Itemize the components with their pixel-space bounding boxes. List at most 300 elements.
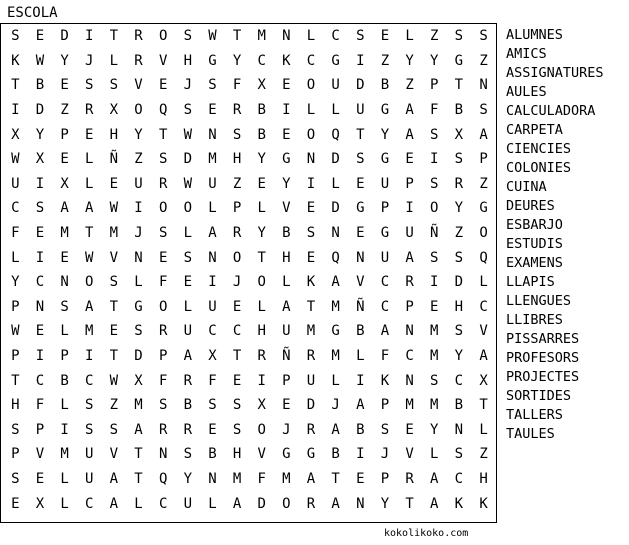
grid-cell[interactable]: G bbox=[479, 200, 488, 217]
grid-cell[interactable]: K bbox=[380, 372, 390, 389]
grid-cell[interactable]: S bbox=[429, 372, 439, 389]
grid-cell[interactable]: C bbox=[454, 372, 464, 389]
grid-cell[interactable]: M bbox=[429, 397, 439, 414]
grid-cell[interactable]: O bbox=[183, 200, 193, 217]
grid-cell[interactable]: W bbox=[85, 249, 94, 266]
grid-cell[interactable]: U bbox=[183, 323, 193, 340]
grid-cell[interactable]: I bbox=[35, 348, 45, 365]
grid-cell[interactable]: S bbox=[183, 446, 193, 463]
grid-cell[interactable]: N bbox=[331, 225, 340, 242]
grid-cell[interactable]: G bbox=[331, 52, 340, 69]
grid-cell[interactable]: P bbox=[60, 348, 69, 365]
grid-cell[interactable]: L bbox=[306, 102, 316, 119]
grid-cell[interactable]: L bbox=[208, 200, 217, 217]
grid-cell[interactable]: D bbox=[60, 28, 69, 45]
grid-cell[interactable]: U bbox=[356, 102, 365, 119]
grid-cell[interactable]: O bbox=[479, 225, 488, 242]
grid-cell[interactable]: E bbox=[232, 298, 242, 315]
grid-cell[interactable]: P bbox=[429, 77, 439, 94]
grid-cell[interactable]: S bbox=[454, 446, 464, 463]
grid-cell[interactable]: A bbox=[380, 323, 390, 340]
grid-cell[interactable]: C bbox=[208, 323, 217, 340]
grid-cell[interactable]: M bbox=[306, 323, 316, 340]
grid-cell[interactable]: B bbox=[35, 77, 45, 94]
grid-cell[interactable]: I bbox=[257, 372, 266, 389]
grid-cell[interactable]: T bbox=[306, 298, 316, 315]
grid-cell[interactable]: C bbox=[479, 298, 488, 315]
grid-cell[interactable]: Y bbox=[380, 495, 390, 512]
grid-cell[interactable]: U bbox=[282, 323, 291, 340]
grid-cell[interactable]: O bbox=[134, 102, 143, 119]
grid-cell[interactable]: S bbox=[454, 28, 464, 45]
grid-cell[interactable]: C bbox=[306, 52, 316, 69]
grid-cell[interactable]: A bbox=[331, 421, 340, 438]
grid-cell[interactable]: O bbox=[257, 274, 266, 291]
grid-cell[interactable]: Z bbox=[479, 446, 488, 463]
grid-cell[interactable]: L bbox=[356, 348, 365, 365]
grid-cell[interactable]: O bbox=[257, 421, 266, 438]
grid-cell[interactable]: I bbox=[405, 200, 414, 217]
grid-cell[interactable]: X bbox=[208, 348, 217, 365]
grid-cell[interactable]: L bbox=[331, 372, 340, 389]
grid-cell[interactable]: E bbox=[380, 28, 390, 45]
grid-cell[interactable]: Z bbox=[429, 28, 439, 45]
grid-cell[interactable]: I bbox=[11, 102, 20, 119]
grid-cell[interactable]: V bbox=[405, 446, 414, 463]
grid-cell[interactable]: F bbox=[158, 372, 168, 389]
grid-cell[interactable]: T bbox=[158, 126, 168, 143]
grid-cell[interactable]: M bbox=[109, 225, 119, 242]
grid-cell[interactable]: P bbox=[479, 151, 488, 168]
grid-cell[interactable]: A bbox=[479, 348, 488, 365]
grid-cell[interactable]: B bbox=[454, 102, 464, 119]
grid-cell[interactable]: I bbox=[356, 52, 365, 69]
grid-cell[interactable]: U bbox=[85, 446, 94, 463]
grid-cell[interactable]: E bbox=[183, 274, 193, 291]
grid-cell[interactable]: T bbox=[232, 28, 242, 45]
grid-cell[interactable]: D bbox=[331, 200, 340, 217]
grid-cell[interactable]: T bbox=[85, 225, 94, 242]
grid-cell[interactable]: R bbox=[158, 175, 168, 192]
grid-cell[interactable]: S bbox=[429, 249, 439, 266]
grid-cell[interactable]: L bbox=[60, 495, 69, 512]
grid-cell[interactable]: A bbox=[183, 348, 193, 365]
grid-cell[interactable]: T bbox=[134, 470, 143, 487]
grid-cell[interactable]: S bbox=[232, 421, 242, 438]
grid-cell[interactable]: L bbox=[257, 200, 266, 217]
grid-cell[interactable]: Y bbox=[282, 175, 291, 192]
grid-cell[interactable]: G bbox=[282, 151, 291, 168]
grid-cell[interactable]: A bbox=[479, 126, 488, 143]
grid-cell[interactable]: L bbox=[331, 175, 340, 192]
grid-cell[interactable]: T bbox=[11, 372, 20, 389]
grid-cell[interactable]: B bbox=[356, 421, 365, 438]
grid-cell[interactable]: S bbox=[11, 421, 20, 438]
grid-cell[interactable]: N bbox=[208, 126, 217, 143]
grid-cell[interactable]: S bbox=[232, 397, 242, 414]
grid-cell[interactable]: I bbox=[85, 348, 94, 365]
grid-cell[interactable]: O bbox=[85, 274, 94, 291]
grid-cell[interactable]: A bbox=[356, 397, 365, 414]
grid-cell[interactable]: P bbox=[11, 348, 20, 365]
grid-cell[interactable]: F bbox=[158, 274, 168, 291]
grid-cell[interactable]: D bbox=[306, 397, 316, 414]
grid-cell[interactable]: S bbox=[109, 274, 119, 291]
grid-cell[interactable]: L bbox=[282, 274, 291, 291]
grid-cell[interactable]: L bbox=[60, 470, 69, 487]
grid-cell[interactable]: G bbox=[134, 298, 143, 315]
grid-cell[interactable]: P bbox=[232, 200, 242, 217]
grid-cell[interactable]: S bbox=[158, 151, 168, 168]
grid-cell[interactable]: Z bbox=[454, 225, 464, 242]
grid-cell[interactable]: J bbox=[282, 421, 291, 438]
grid-cell[interactable]: L bbox=[183, 225, 193, 242]
grid-cell[interactable]: S bbox=[85, 421, 94, 438]
grid-cell[interactable]: V bbox=[479, 323, 488, 340]
grid-cell[interactable]: Y bbox=[454, 348, 464, 365]
grid-cell[interactable]: T bbox=[356, 126, 365, 143]
grid-cell[interactable]: L bbox=[134, 495, 143, 512]
grid-cell[interactable]: B bbox=[208, 446, 217, 463]
grid-cell[interactable]: E bbox=[306, 200, 316, 217]
grid-cell[interactable]: J bbox=[331, 397, 340, 414]
grid-cell[interactable]: Q bbox=[479, 249, 488, 266]
grid-cell[interactable]: N bbox=[306, 151, 316, 168]
grid-cell[interactable]: S bbox=[158, 225, 168, 242]
grid-cell[interactable]: Z bbox=[60, 102, 69, 119]
grid-cell[interactable]: E bbox=[60, 249, 69, 266]
grid-cell[interactable]: G bbox=[380, 225, 390, 242]
grid-cell[interactable]: A bbox=[208, 225, 217, 242]
grid-cell[interactable]: L bbox=[11, 249, 20, 266]
grid-cell[interactable]: C bbox=[11, 200, 20, 217]
grid-cell[interactable]: Y bbox=[232, 52, 242, 69]
grid-cell[interactable]: J bbox=[134, 225, 143, 242]
grid-cell[interactable]: G bbox=[356, 200, 365, 217]
grid-cell[interactable]: A bbox=[331, 274, 340, 291]
grid-cell[interactable]: E bbox=[282, 126, 291, 143]
grid-cell[interactable]: A bbox=[429, 470, 439, 487]
grid-cell[interactable]: Ñ bbox=[429, 225, 439, 242]
grid-cell[interactable]: U bbox=[85, 470, 94, 487]
grid-cell[interactable]: C bbox=[380, 298, 390, 315]
grid-cell[interactable]: X bbox=[134, 372, 143, 389]
grid-cell[interactable]: I bbox=[60, 421, 69, 438]
grid-cell[interactable]: W bbox=[11, 323, 20, 340]
grid-cell[interactable]: A bbox=[306, 470, 316, 487]
grid-cell[interactable]: N bbox=[208, 470, 217, 487]
grid-cell[interactable]: N bbox=[479, 77, 488, 94]
grid-cell[interactable]: D bbox=[134, 348, 143, 365]
grid-cell[interactable]: R bbox=[306, 495, 316, 512]
grid-cell[interactable]: Z bbox=[479, 175, 488, 192]
grid-cell[interactable]: A bbox=[405, 102, 414, 119]
grid-cell[interactable]: S bbox=[454, 249, 464, 266]
grid-cell[interactable]: E bbox=[208, 421, 217, 438]
grid-cell[interactable]: E bbox=[35, 225, 45, 242]
grid-cell[interactable]: P bbox=[60, 126, 69, 143]
grid-cell[interactable]: S bbox=[183, 249, 193, 266]
grid-cell[interactable]: Y bbox=[380, 126, 390, 143]
grid-cell[interactable]: R bbox=[405, 470, 414, 487]
grid-cell[interactable]: S bbox=[85, 397, 94, 414]
grid-cell[interactable]: F bbox=[380, 348, 390, 365]
grid-cell[interactable]: S bbox=[109, 421, 119, 438]
grid-cell[interactable]: R bbox=[134, 28, 143, 45]
grid-cell[interactable]: Y bbox=[429, 52, 439, 69]
grid-cell[interactable]: M bbox=[232, 470, 242, 487]
grid-cell[interactable]: E bbox=[109, 175, 119, 192]
grid-cell[interactable]: E bbox=[85, 126, 94, 143]
grid-cell[interactable]: E bbox=[356, 470, 365, 487]
grid-cell[interactable]: I bbox=[306, 175, 316, 192]
grid-cell[interactable]: Ñ bbox=[109, 151, 119, 168]
grid-cell[interactable]: I bbox=[35, 249, 45, 266]
grid-cell[interactable]: W bbox=[183, 175, 193, 192]
grid-cell[interactable]: E bbox=[158, 249, 168, 266]
grid-cell[interactable]: Q bbox=[331, 249, 340, 266]
grid-cell[interactable]: T bbox=[257, 249, 266, 266]
grid-cell[interactable]: Y bbox=[405, 52, 414, 69]
grid-cell[interactable]: S bbox=[158, 397, 168, 414]
grid-cell[interactable]: L bbox=[134, 274, 143, 291]
grid-cell[interactable]: I bbox=[356, 446, 365, 463]
grid-cell[interactable]: B bbox=[257, 102, 266, 119]
grid-cell[interactable]: L bbox=[257, 298, 266, 315]
grid-cell[interactable]: N bbox=[356, 249, 365, 266]
grid-cell[interactable]: E bbox=[429, 298, 439, 315]
grid-cell[interactable]: E bbox=[405, 421, 414, 438]
grid-cell[interactable]: J bbox=[232, 274, 242, 291]
grid-cell[interactable]: C bbox=[85, 372, 94, 389]
grid-cell[interactable]: C bbox=[35, 274, 45, 291]
grid-cell[interactable]: K bbox=[454, 495, 464, 512]
grid-cell[interactable]: A bbox=[405, 126, 414, 143]
grid-cell[interactable]: W bbox=[109, 372, 119, 389]
grid-cell[interactable]: L bbox=[306, 28, 316, 45]
grid-cell[interactable]: M bbox=[405, 397, 414, 414]
grid-cell[interactable]: S bbox=[454, 323, 464, 340]
grid-cell[interactable]: S bbox=[11, 28, 20, 45]
grid-cell[interactable]: W bbox=[11, 151, 20, 168]
grid-cell[interactable]: A bbox=[109, 470, 119, 487]
grid-cell[interactable]: A bbox=[60, 200, 69, 217]
grid-cell[interactable]: D bbox=[356, 77, 365, 94]
grid-cell[interactable]: E bbox=[282, 77, 291, 94]
grid-cell[interactable]: O bbox=[158, 298, 168, 315]
grid-cell[interactable]: E bbox=[405, 151, 414, 168]
grid-cell[interactable]: W bbox=[183, 126, 193, 143]
grid-cell[interactable]: X bbox=[35, 495, 45, 512]
grid-cell[interactable]: D bbox=[35, 102, 45, 119]
grid-cell[interactable]: T bbox=[405, 495, 414, 512]
grid-cell[interactable]: V bbox=[158, 52, 168, 69]
grid-cell[interactable]: Ñ bbox=[282, 348, 291, 365]
grid-cell[interactable]: C bbox=[380, 274, 390, 291]
grid-cell[interactable]: A bbox=[109, 495, 119, 512]
grid-cell[interactable]: X bbox=[257, 77, 266, 94]
grid-cell[interactable]: U bbox=[183, 495, 193, 512]
grid-cell[interactable]: P bbox=[158, 348, 168, 365]
grid-cell[interactable]: F bbox=[35, 397, 45, 414]
grid-cell[interactable]: Y bbox=[257, 151, 266, 168]
grid-cell[interactable]: R bbox=[405, 274, 414, 291]
grid-cell[interactable]: Y bbox=[454, 200, 464, 217]
grid-cell[interactable]: N bbox=[208, 249, 217, 266]
grid-cell[interactable]: F bbox=[11, 225, 20, 242]
grid-cell[interactable]: H bbox=[282, 249, 291, 266]
grid-cell[interactable]: E bbox=[232, 372, 242, 389]
grid-cell[interactable]: V bbox=[109, 446, 119, 463]
grid-cell[interactable]: A bbox=[282, 298, 291, 315]
grid-cell[interactable]: G bbox=[208, 52, 217, 69]
grid-cell[interactable]: K bbox=[11, 52, 20, 69]
grid-cell[interactable]: A bbox=[331, 495, 340, 512]
grid-cell[interactable]: U bbox=[306, 372, 316, 389]
grid-cell[interactable]: A bbox=[232, 495, 242, 512]
grid-cell[interactable]: W bbox=[35, 52, 45, 69]
grid-cell[interactable]: S bbox=[134, 323, 143, 340]
grid-cell[interactable]: U bbox=[405, 225, 414, 242]
grid-cell[interactable]: H bbox=[109, 126, 119, 143]
grid-cell[interactable]: H bbox=[183, 52, 193, 69]
grid-cell[interactable]: L bbox=[479, 421, 488, 438]
grid-cell[interactable]: H bbox=[257, 323, 266, 340]
grid-cell[interactable]: S bbox=[60, 298, 69, 315]
grid-cell[interactable]: S bbox=[479, 102, 488, 119]
grid-cell[interactable]: E bbox=[306, 249, 316, 266]
grid-cell[interactable]: L bbox=[183, 298, 193, 315]
grid-cell[interactable]: X bbox=[60, 175, 69, 192]
grid-cell[interactable]: G bbox=[306, 446, 316, 463]
grid-cell[interactable]: N bbox=[454, 421, 464, 438]
grid-cell[interactable]: E bbox=[282, 397, 291, 414]
grid-cell[interactable]: P bbox=[380, 470, 390, 487]
grid-cell[interactable]: G bbox=[454, 52, 464, 69]
grid-cell[interactable]: O bbox=[158, 28, 168, 45]
grid-cell[interactable]: E bbox=[356, 225, 365, 242]
grid-cell[interactable]: D bbox=[331, 151, 340, 168]
grid-cell[interactable]: Ñ bbox=[356, 298, 365, 315]
grid-cell[interactable]: E bbox=[158, 77, 168, 94]
grid-cell[interactable]: T bbox=[11, 77, 20, 94]
grid-cell[interactable]: X bbox=[479, 372, 488, 389]
grid-cell[interactable]: A bbox=[429, 495, 439, 512]
grid-cell[interactable]: Y bbox=[60, 52, 69, 69]
grid-cell[interactable]: F bbox=[232, 77, 242, 94]
grid-cell[interactable]: S bbox=[208, 77, 217, 94]
grid-cell[interactable]: L bbox=[208, 495, 217, 512]
grid-cell[interactable]: P bbox=[380, 397, 390, 414]
grid-cell[interactable]: E bbox=[109, 323, 119, 340]
grid-cell[interactable]: Q bbox=[158, 102, 168, 119]
grid-cell[interactable]: E bbox=[356, 175, 365, 192]
grid-cell[interactable]: X bbox=[257, 397, 266, 414]
grid-cell[interactable]: I bbox=[356, 372, 365, 389]
grid-cell[interactable]: U bbox=[11, 175, 20, 192]
grid-cell[interactable]: T bbox=[479, 397, 488, 414]
grid-cell[interactable]: U bbox=[380, 249, 390, 266]
grid-cell[interactable]: R bbox=[134, 52, 143, 69]
grid-cell[interactable]: B bbox=[380, 77, 390, 94]
grid-cell[interactable]: Z bbox=[232, 175, 242, 192]
grid-cell[interactable]: X bbox=[109, 102, 119, 119]
grid-cell[interactable]: S bbox=[232, 126, 242, 143]
grid-cell[interactable]: F bbox=[208, 372, 217, 389]
grid-cell[interactable]: M bbox=[208, 151, 217, 168]
grid-cell[interactable]: B bbox=[454, 397, 464, 414]
grid-cell[interactable]: C bbox=[454, 470, 464, 487]
grid-cell[interactable]: S bbox=[454, 151, 464, 168]
grid-cell[interactable]: C bbox=[232, 323, 242, 340]
grid-cell[interactable]: T bbox=[109, 28, 119, 45]
grid-cell[interactable]: Z bbox=[380, 52, 390, 69]
grid-cell[interactable]: N bbox=[356, 495, 365, 512]
grid-cell[interactable]: V bbox=[257, 446, 266, 463]
grid-cell[interactable]: L bbox=[109, 52, 119, 69]
grid-cell[interactable]: J bbox=[380, 446, 390, 463]
grid-cell[interactable]: Y bbox=[134, 126, 143, 143]
grid-cell[interactable]: N bbox=[35, 298, 45, 315]
grid-cell[interactable]: R bbox=[158, 421, 168, 438]
grid-cell[interactable]: I bbox=[429, 151, 439, 168]
grid-cell[interactable]: H bbox=[232, 151, 242, 168]
grid-cell[interactable]: X bbox=[11, 126, 20, 143]
grid-cell[interactable]: G bbox=[331, 323, 340, 340]
grid-cell[interactable]: P bbox=[35, 421, 45, 438]
grid-cell[interactable]: O bbox=[282, 495, 291, 512]
grid-cell[interactable]: L bbox=[60, 323, 69, 340]
grid-cell[interactable]: Q bbox=[331, 126, 340, 143]
grid-cell[interactable]: I bbox=[85, 28, 94, 45]
grid-cell[interactable]: R bbox=[306, 421, 316, 438]
grid-cell[interactable]: C bbox=[405, 348, 414, 365]
grid-cell[interactable]: C bbox=[331, 28, 340, 45]
grid-cell[interactable]: Y bbox=[35, 126, 45, 143]
grid-cell[interactable]: Y bbox=[183, 470, 193, 487]
grid-cell[interactable]: W bbox=[208, 28, 217, 45]
grid-cell[interactable]: T bbox=[134, 446, 143, 463]
grid-cell[interactable]: C bbox=[35, 372, 45, 389]
grid-cell[interactable]: T bbox=[454, 77, 464, 94]
grid-cell[interactable]: T bbox=[331, 470, 340, 487]
grid-cell[interactable]: S bbox=[479, 28, 488, 45]
grid-cell[interactable]: A bbox=[85, 298, 94, 315]
grid-cell[interactable]: L bbox=[331, 102, 340, 119]
grid-cell[interactable]: O bbox=[232, 249, 242, 266]
grid-cell[interactable]: M bbox=[331, 348, 340, 365]
grid-cell[interactable]: A bbox=[134, 421, 143, 438]
grid-cell[interactable]: P bbox=[11, 298, 20, 315]
grid-cell[interactable]: P bbox=[405, 298, 414, 315]
grid-cell[interactable]: D bbox=[454, 274, 464, 291]
grid-cell[interactable]: H bbox=[454, 298, 464, 315]
grid-cell[interactable]: L bbox=[85, 151, 94, 168]
grid-cell[interactable]: R bbox=[232, 102, 242, 119]
grid-cell[interactable]: N bbox=[158, 446, 168, 463]
grid-cell[interactable]: R bbox=[158, 323, 168, 340]
grid-cell[interactable]: I bbox=[282, 102, 291, 119]
grid-cell[interactable]: F bbox=[257, 470, 266, 487]
grid-cell[interactable]: T bbox=[232, 348, 242, 365]
grid-cell[interactable]: S bbox=[356, 28, 365, 45]
grid-cell[interactable]: Z bbox=[479, 52, 488, 69]
grid-cell[interactable]: K bbox=[282, 52, 291, 69]
grid-cell[interactable]: S bbox=[109, 77, 119, 94]
grid-cell[interactable]: U bbox=[380, 175, 390, 192]
grid-cell[interactable]: S bbox=[183, 28, 193, 45]
grid-cell[interactable]: R bbox=[232, 225, 242, 242]
